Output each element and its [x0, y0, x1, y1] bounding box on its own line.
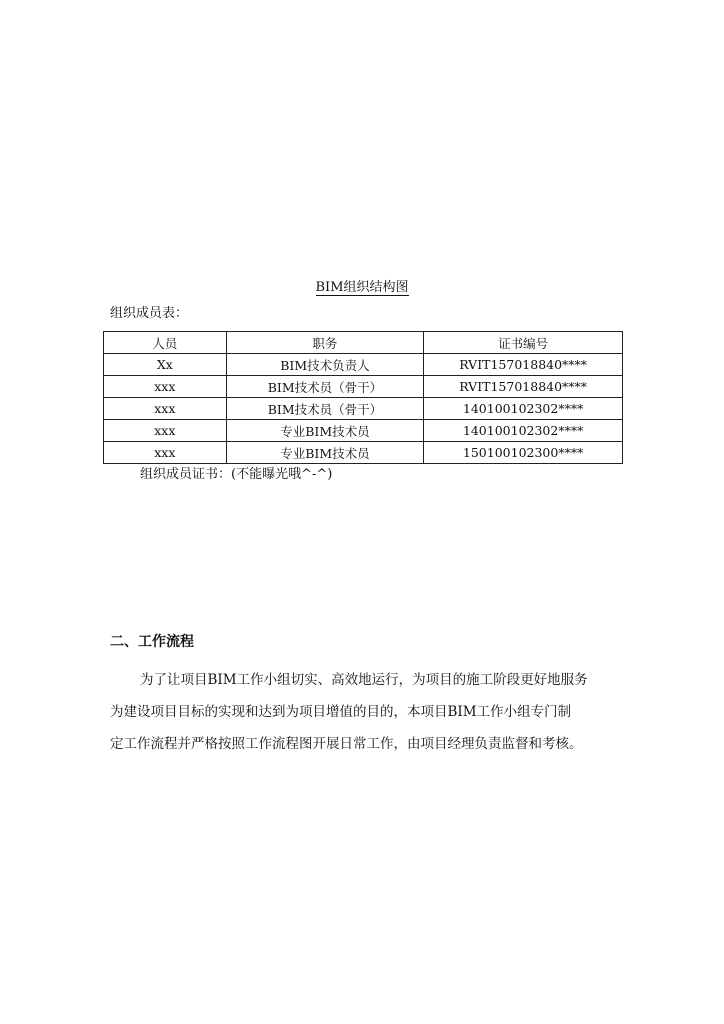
table-row: [104, 420, 623, 442]
cell-person: xxx: [104, 442, 227, 464]
cell-position: BIM技术员（骨干）: [226, 376, 424, 398]
header-certificate: 证书编号: [424, 332, 623, 354]
table-header-row: [104, 332, 623, 354]
cell-position: BIM技术负责人: [226, 354, 424, 376]
figure-caption: [0, 279, 724, 297]
cell-position: 专业BIM技术员: [226, 442, 424, 464]
cell-person: Xx: [104, 354, 227, 376]
table-label: 组织成员表：: [110, 306, 189, 321]
certificate-note: 组织成员证书：(不能曝光哦^-^): [140, 467, 333, 482]
cell-certificate: 140100102302****: [424, 398, 623, 420]
cell-person: xxx: [104, 376, 227, 398]
paragraph-line: 为建设项目目标的实现和达到为项目增值的目的，本项目BIM工作小组专门制: [110, 704, 572, 720]
table-row: [104, 442, 623, 464]
cell-certificate: 140100102302****: [424, 420, 623, 442]
cell-person: xxx: [104, 420, 227, 442]
section-heading: 二、工作流程: [110, 634, 194, 650]
members-table: [103, 331, 623, 464]
cell-certificate: RVIT157018840****: [424, 376, 623, 398]
cell-certificate: 150100102300****: [424, 442, 623, 464]
table-row: [104, 398, 623, 420]
paragraph-line: 定工作流程并严格按照工作流程图开展日常工作，由项目经理负责监督和考核。: [110, 736, 583, 752]
cell-position: 专业BIM技术员: [226, 420, 424, 442]
figure-caption-text: BIM组织结构图: [315, 280, 409, 295]
table-row: [104, 376, 623, 398]
paragraph-line: 为了让项目BIM工作小组切实、高效地运行，为项目的施工阶段更好地服务: [140, 672, 588, 688]
header-person: 人员: [104, 332, 227, 354]
cell-position: BIM技术员（骨干）: [226, 398, 424, 420]
table-row: [104, 354, 623, 376]
header-position: 职务: [226, 332, 424, 354]
cell-person: xxx: [104, 398, 227, 420]
cell-certificate: RVIT157018840****: [424, 354, 623, 376]
